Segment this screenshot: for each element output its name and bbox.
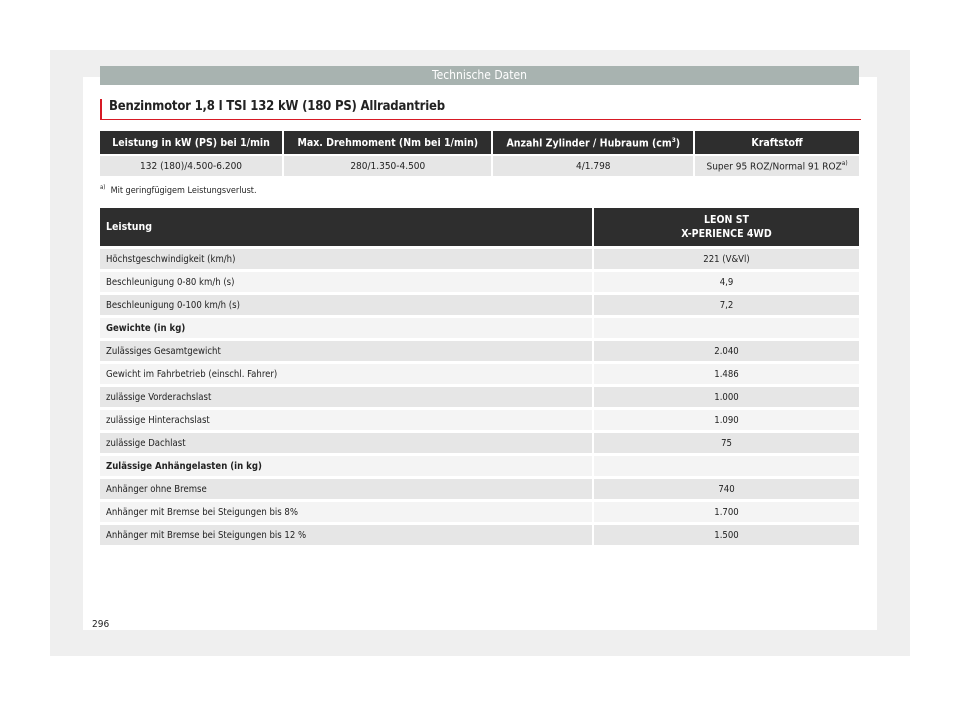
section-header: Technische Daten: [100, 66, 859, 85]
page-title: Benzinmotor 1,8 l TSI 132 kW (180 PS) Allradantrieb: [109, 99, 445, 114]
engine-power-value: 132 (180)/4.500-6.200: [100, 154, 282, 176]
table-row: [100, 292, 859, 315]
row-value: [594, 315, 859, 338]
row-value: 75: [594, 430, 859, 453]
row-value: 1.500: [594, 522, 859, 545]
table-row: [100, 246, 859, 269]
row-label: Beschleunigung 0-80 km/h (s): [100, 269, 592, 292]
performance-table-body: [100, 246, 859, 545]
table-row: [100, 269, 859, 292]
section-row: [100, 453, 859, 476]
row-value: 1.700: [594, 499, 859, 522]
table-row: [100, 384, 859, 407]
row-value: 7,2: [594, 292, 859, 315]
engine-torque-value: 280/1.350-4.500: [284, 154, 491, 176]
row-label: Gewichte (in kg): [100, 315, 592, 338]
footnote: [100, 184, 257, 196]
engine-table-row: [100, 154, 859, 176]
row-value: 740: [594, 476, 859, 499]
row-value: [594, 453, 859, 476]
table-row: [100, 499, 859, 522]
row-value: 1.486: [594, 361, 859, 384]
row-label: Anhänger mit Bremse bei Steigungen bis 8%: [100, 499, 592, 522]
row-value: 2.040: [594, 338, 859, 361]
engine-header-torque: Max. Drehmoment (Nm bei 1/min): [284, 131, 491, 154]
row-label: Zulässiges Gesamtgewicht: [100, 338, 592, 361]
engine-fuel-value: Super 95 ROZ/Normal 91 ROZ$^{a)}$: [695, 154, 859, 176]
engine-header-cylinders: Anzahl Zylinder / Hubraum $(cm^3)$: [493, 131, 693, 154]
row-value: 1.090: [594, 407, 859, 430]
engine-table-header-row: [100, 131, 859, 154]
footnote-marker: a): [100, 184, 106, 191]
engine-table: [98, 131, 861, 176]
table-row: [100, 430, 859, 453]
title-bar: [100, 99, 861, 120]
performance-header-model: LEON ST X-PERIENCE 4WD: [594, 208, 859, 246]
engine-header-fuel: Kraftstoff: [695, 131, 859, 154]
row-label: Gewicht im Fahrbetrieb (einschl. Fahrer): [100, 361, 592, 384]
performance-header-label: Leistung: [100, 208, 592, 246]
row-value: 221 (V&Vl): [594, 246, 859, 269]
row-value: 4,9: [594, 269, 859, 292]
row-label: Anhänger mit Bremse bei Steigungen bis 12 %: [100, 522, 592, 545]
row-label: zulässige Vorderachslast: [100, 384, 592, 407]
table-row: [100, 361, 859, 384]
table-row: [100, 407, 859, 430]
engine-cylinders-value: 4/1.798: [493, 154, 693, 176]
section-row: [100, 315, 859, 338]
footnote-text: Mit geringfügigem Leistungsverlust.: [110, 186, 257, 196]
row-label: zulässige Hinterachslast: [100, 407, 592, 430]
row-label: Höchstgeschwindigkeit (km/h): [100, 246, 592, 269]
row-label: Zulässige Anhängelasten (in kg): [100, 453, 592, 476]
row-label: Anhänger ohne Bremse: [100, 476, 592, 499]
row-value: 1.000: [594, 384, 859, 407]
engine-header-power: Leistung in kW (PS) bei 1/min: [100, 131, 282, 154]
table-row: [100, 522, 859, 545]
page-number: 296: [92, 619, 110, 630]
row-label: zulässige Dachlast: [100, 430, 592, 453]
performance-table-header-row: [100, 208, 859, 246]
performance-table: [98, 208, 861, 545]
table-row: [100, 476, 859, 499]
row-label: Beschleunigung 0-100 km/h (s): [100, 292, 592, 315]
table-row: [100, 338, 859, 361]
